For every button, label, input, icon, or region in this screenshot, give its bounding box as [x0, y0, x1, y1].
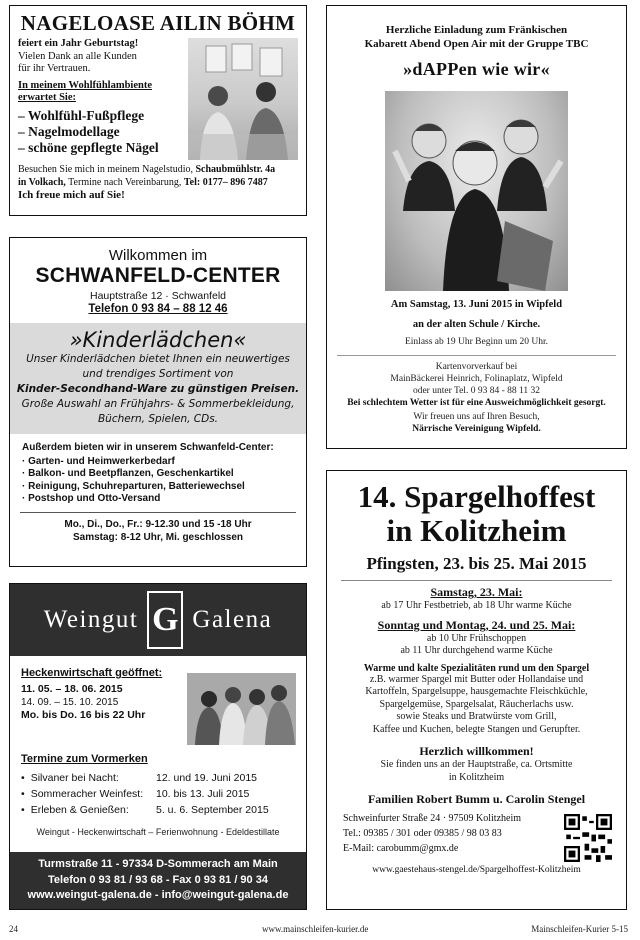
- weingut-web-email: www.weingut-galena.de - info@weingut-galena.de: [27, 889, 289, 901]
- kabarett-presale-shop: MainBäckerei Heinrich, Folinaplatz, Wipfeld: [390, 374, 563, 384]
- termine-heading: Termine zum Vormerken: [21, 753, 148, 765]
- center-name: SCHWANFELD-CENTER: [35, 264, 281, 287]
- spargelhoffest-ad: [326, 470, 627, 910]
- kabarett-organizer: Närrische Vereinigung Wipfeld.: [412, 424, 541, 434]
- spargel-menu-line: Kartoffeln, Spargelsuppe, hausgemachte Fleischküchle,: [365, 686, 588, 697]
- spargel-menu-line: z.B. warmer Spargel mit Butter oder Hollandaise und: [369, 673, 584, 685]
- nail-ad-thanks: Vielen Dank an alle Kunden: [18, 50, 137, 62]
- spargel-phone: Tel.: 09385 / 301 oder 09385 / 98 03 83: [343, 828, 502, 839]
- weingut-name-right: Galena: [192, 606, 273, 633]
- nail-ad-expects: erwartet Sie:: [18, 92, 77, 103]
- kinderlaedchen-line-2: und trendiges Sortiment von: [82, 368, 234, 380]
- kabarett-admission: Einlass ab 19 Uhr Beginn um 20 Uhr.: [404, 337, 548, 347]
- kinderlaedchen-line-5: Büchern, Spielen, CDs.: [97, 413, 219, 425]
- spargel-divider: [341, 580, 612, 581]
- spargel-email: E-Mail: carobumm@gmx.de: [343, 843, 459, 854]
- weingut-galena-ad: [9, 583, 307, 910]
- kabarett-closing: Wir freuen uns auf Ihren Besuch,: [413, 412, 540, 422]
- center-service-item: · Garten- und Heimwerkerbedarf: [22, 455, 175, 467]
- kabarett-divider: [337, 355, 616, 356]
- spargel-day-2-text-2: ab 11 Uhr durchgehend warme Küche: [400, 645, 553, 656]
- kabarett-location: an der alten Schule / Kirche.: [412, 319, 541, 330]
- spargel-welcome: Herzlich willkommen!: [419, 744, 534, 758]
- spargel-menu-line: sowie Steaks und Bratwürste vom Grill,: [396, 711, 557, 722]
- nail-ad-birthday: feiert ein Jahr Geburtstag!: [18, 38, 139, 49]
- kabarett-ad: [326, 5, 627, 449]
- center-address: Hauptstraße 12 · Schwanfeld: [90, 290, 226, 302]
- qr-code-icon: [564, 814, 612, 862]
- kabarett-show-title: »dAPPen wie wir«: [403, 59, 550, 79]
- center-service-item: · Postshop und Otto-Versand: [22, 493, 161, 504]
- kabarett-invitation-1: Herzliche Einladung zum Fränkischen: [385, 24, 568, 36]
- opening-hours: Mo. bis Do. 16 bis 22 Uhr: [21, 709, 146, 721]
- center-service-item: · Balkon- und Beetpflanzen, Geschenkartikel: [22, 468, 234, 479]
- spargel-menu-line: Kaffee und Kuchen, belegte Stangen und Gerupfter.: [372, 723, 581, 735]
- spargel-menu-line: Spargelgemüse, Spargelsalat, Räucherlachs usw.: [379, 698, 574, 710]
- nail-ad-ambiente: In meinem Wohlfühlambiente: [18, 79, 152, 91]
- spargel-title-line-2: in Kolitzheim: [386, 513, 567, 548]
- nail-ad-visit: Besuchen Sie mich in meinem Nagelstudio,: [18, 164, 193, 175]
- event-name: • Erleben & Genießen:: [21, 802, 156, 818]
- center-welcome: Wilkommen im: [108, 247, 208, 264]
- nail-ad-town: in Volkach,: [18, 176, 66, 188]
- nail-service-modelling: – Nagelmodellage: [18, 123, 120, 139]
- event-row: [21, 786, 295, 802]
- nail-service-care: – schöne gepflegte Nägel: [18, 139, 159, 155]
- kabarett-weather-note: Bei schlechtem Wetter ist für eine Ausweichmöglichkeit gesorgt.: [347, 398, 606, 408]
- nail-service-pedicure: – Wohlfühl-Fußpflege: [18, 107, 145, 123]
- spargel-menu-heading: Warme und kalte Spezialitäten rund um den Spargel: [363, 662, 590, 674]
- event-name: • Silvaner bei Nacht:: [21, 770, 156, 786]
- season-dates-1: 11. 05. – 18. 06. 2015: [21, 683, 123, 695]
- weingut-logo: G: [147, 591, 183, 649]
- nail-studio-ad: [9, 5, 307, 216]
- center-hours-weekdays: Mo., Di., Do., Fr.: 9-12.30 und 15 -18 Uhr: [64, 518, 252, 530]
- center-services-intro: Außerdem bieten wir in unserem Schwanfeld-Center:: [22, 442, 274, 453]
- footer-website: www.mainschleifen-kurier.de: [262, 924, 369, 934]
- spargel-day-1: Samstag, 23. Mai:: [430, 585, 523, 599]
- heckenwirtschaft-heading: Heckenwirtschaft geöffnet:: [21, 667, 163, 679]
- nail-ad-trust: für ihr Vertrauen.: [18, 63, 91, 74]
- weingut-footer: [10, 852, 306, 909]
- nail-ad-closing: Ich freue mich auf Sie!: [18, 189, 125, 201]
- weingut-name-left: Weingut: [43, 606, 139, 633]
- weingut-photo: [187, 673, 296, 745]
- kabarett-date: Am Samstag, 13. Juni 2015 in Wipfeld: [390, 299, 563, 310]
- spargel-location-1: Sie finden uns an der Hauptstraße, ca. Ortsmitte: [380, 759, 573, 770]
- season-dates-2: 14. 09. – 15. 10. 2015: [21, 697, 119, 708]
- nail-ad-visit-line: [18, 164, 298, 177]
- kinderlaedchen-title: »Kinderlädchen«: [69, 328, 247, 352]
- schwanfeld-center-ad: [9, 237, 307, 567]
- nail-studio-photo: [188, 38, 298, 160]
- event-date: 12. und 19. Juni 2015: [156, 772, 258, 784]
- center-service-item: · Reinigung, Schuhreparturen, Batteriewechsel: [22, 480, 245, 492]
- spargel-address: Schweinfurter Straße 24 · 97509 Kolitzheim: [343, 813, 522, 824]
- weingut-header: [10, 584, 306, 656]
- event-row: [21, 770, 295, 786]
- nail-ad-town-line: [18, 177, 298, 190]
- event-name: • Sommeracher Weinfest:: [21, 786, 156, 802]
- spargel-day-2-text-1: ab 10 Uhr Frühschoppen: [426, 632, 527, 644]
- center-hours-saturday: Samstag: 8-12 Uhr, Mi. geschlossen: [72, 531, 244, 543]
- spargel-website: www.gaestehaus-stengel.de/Spargelhoffest-Kolitzheim: [372, 865, 581, 875]
- spargel-title-line-1: 14. Spargelhoffest: [357, 479, 596, 514]
- kabarett-presale-heading: Kartenvorverkauf bei: [435, 362, 518, 372]
- spargel-date: Pfingsten, 23. bis 25. Mai 2015: [366, 554, 587, 573]
- kinderlaedchen-box: [10, 323, 306, 434]
- weingut-address: Turmstraße 11 - 97334 D-Sommerach am Main: [38, 858, 278, 870]
- footer-issue: Mainschleifen-Kurier 5-15: [531, 924, 628, 934]
- nail-ad-title: NAGELOASE AILIN BÖHM: [20, 11, 296, 35]
- event-date: 10. bis 13. Juli 2015: [156, 788, 250, 800]
- kinderlaedchen-line-1: Unser Kinderlädchen bietet Ihnen ein neuwertiges: [26, 353, 290, 365]
- kinderlaedchen-line-4: Große Auswahl an Frühjahrs- & Sommerbekleidung,: [21, 398, 295, 410]
- kabarett-invitation-2: Kabarett Abend Open Air mit der Gruppe TBC: [364, 38, 589, 50]
- nail-ad-phone: Tel: 0177– 896 7487: [183, 176, 268, 188]
- spargel-hosts: Familien Robert Bumm u. Carolin Stengel: [367, 792, 586, 806]
- event-row: [21, 802, 295, 818]
- spargel-day-1-text: ab 17 Uhr Festbetrieb, ab 18 Uhr warme Küche: [381, 600, 572, 611]
- event-date: 5. u. 6. September 2015: [156, 804, 269, 816]
- nail-ad-appointment: Termine nach Vereinbarung,: [68, 176, 182, 188]
- weingut-phone-fax: Telefon 0 93 81 / 93 68 - Fax 0 93 81 / 90 34: [48, 873, 268, 886]
- kinderlaedchen-line-3: Kinder-Secondhand-Ware zu günstigen Preisen.: [16, 383, 300, 395]
- kabarett-presale-phone: oder unter Tel. 0 93 84 - 88 11 32: [412, 386, 541, 396]
- page-number: 24: [9, 924, 18, 934]
- center-phone: Telefon 0 93 84 – 88 12 46: [88, 303, 228, 315]
- nail-ad-street: Schaubmühlstr. 4a: [195, 164, 276, 175]
- kabarett-group-photo: [385, 91, 568, 291]
- spargel-day-2: Sonntag und Montag, 24. und 25. Mai:: [377, 617, 576, 632]
- center-divider: [20, 512, 296, 513]
- weingut-services: Weingut - Heckenwirtschaft – Ferienwohnung - Edeldestillate: [36, 827, 280, 837]
- spargel-location-2: in Kolitzheim: [448, 771, 505, 783]
